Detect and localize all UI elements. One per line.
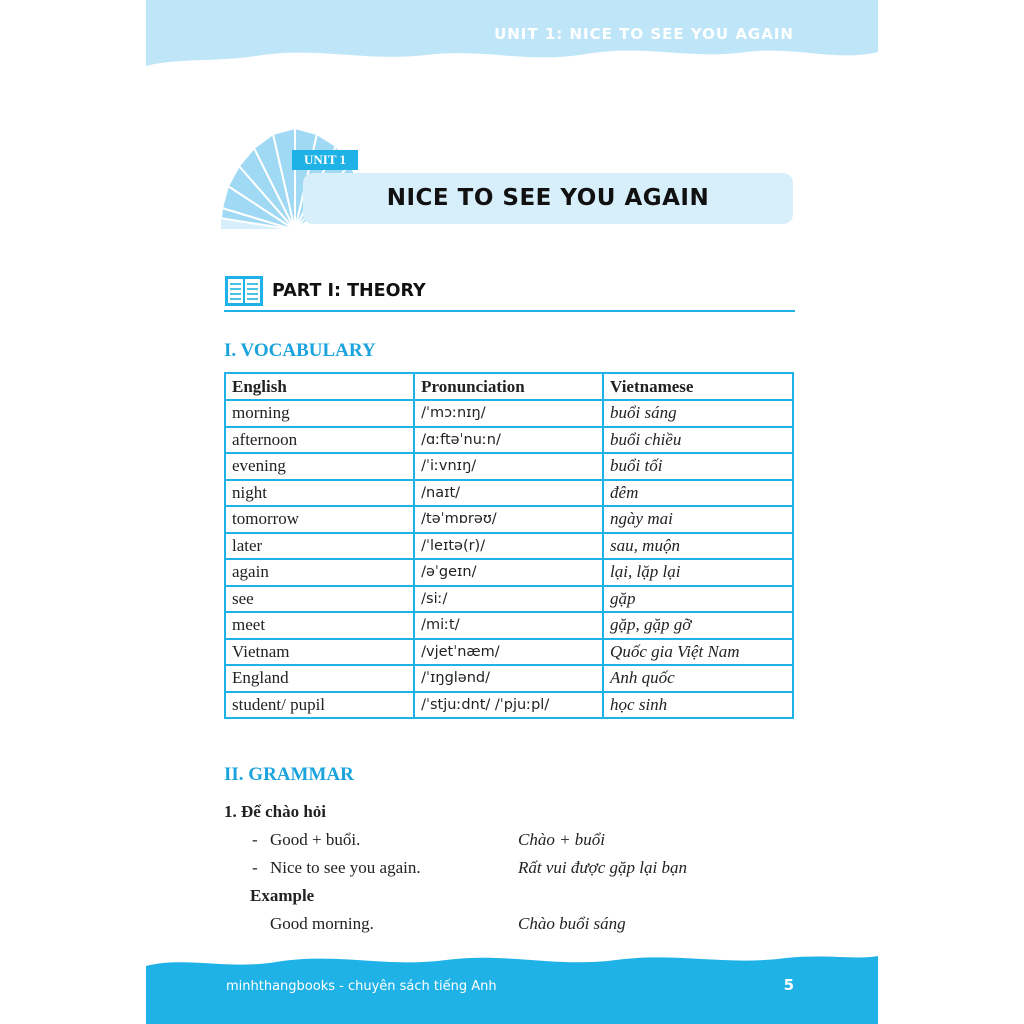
pronunciation-cell: /naɪt/ — [414, 480, 603, 507]
table-row — [225, 586, 793, 613]
pronunciation-cell: /vjetˈnæm/ — [414, 639, 603, 666]
pronunciation-cell: /ˈleɪtə(r)/ — [414, 533, 603, 560]
column-header-english: English — [225, 373, 414, 400]
pronunciation-cell: /ˈstjuːdnt/ /ˈpjuːpl/ — [414, 692, 603, 719]
pronunciation-cell: /əˈgeɪn/ — [414, 559, 603, 586]
running-header: UNIT 1: NICE TO SEE YOU AGAIN — [494, 25, 794, 43]
grammar-vietnamese: Rất vui được gặp lại bạn — [518, 858, 687, 877]
vietnamese-cell: lại, lặp lại — [603, 559, 793, 586]
example-vietnamese: Chào buổi sáng — [518, 914, 626, 933]
publisher-footer: minhthangbooks - chuyên sách tiếng Anh — [226, 979, 497, 994]
example-row — [224, 914, 794, 938]
table-row — [225, 612, 793, 639]
example-label: Example — [250, 886, 315, 905]
english-cell: afternoon — [225, 427, 414, 454]
part-heading — [224, 272, 795, 312]
pronunciation-cell: /ˈmɔːnɪŋ/ — [414, 400, 603, 427]
vietnamese-cell: học sinh — [603, 692, 793, 719]
grammar-english: Good + buổi. — [270, 830, 361, 849]
table-header-row — [225, 373, 793, 400]
english-cell: night — [225, 480, 414, 507]
vietnamese-cell: buổi tối — [603, 453, 793, 480]
vietnamese-cell: Quốc gia Việt Nam — [603, 639, 793, 666]
table-row — [225, 453, 793, 480]
part-title: PART I: THEORY — [272, 281, 426, 301]
english-cell: later — [225, 533, 414, 560]
grammar-heading: II. GRAMMAR — [224, 764, 354, 785]
vocabulary-heading: I. VOCABULARY — [224, 340, 376, 361]
table-row — [225, 533, 793, 560]
english-cell: meet — [225, 612, 414, 639]
table-row — [225, 639, 793, 666]
table-row — [225, 427, 793, 454]
vietnamese-cell: sau, muộn — [603, 533, 793, 560]
grammar-item — [224, 830, 794, 854]
vietnamese-cell: buổi sáng — [603, 400, 793, 427]
pronunciation-cell: /ˈɪŋglənd/ — [414, 665, 603, 692]
pronunciation-cell: /miːt/ — [414, 612, 603, 639]
vocabulary-table — [224, 372, 794, 719]
grammar-item — [224, 858, 794, 882]
pronunciation-cell: /siː/ — [414, 586, 603, 613]
english-cell: see — [225, 586, 414, 613]
unit-tag: UNIT 1 — [292, 150, 358, 170]
vietnamese-cell: gặp — [603, 586, 793, 613]
table-row — [225, 692, 793, 719]
column-header-vietnamese: Vietnamese — [603, 373, 793, 400]
grammar-vietnamese: Chào + buổi — [518, 830, 606, 849]
example-english: Good morning. — [270, 914, 374, 933]
english-cell: tomorrow — [225, 506, 414, 533]
pronunciation-cell: /ɑːftəˈnuːn/ — [414, 427, 603, 454]
vietnamese-cell: buổi chiều — [603, 427, 793, 454]
vietnamese-cell: đêm — [603, 480, 793, 507]
english-cell: England — [225, 665, 414, 692]
unit-title: NICE TO SEE YOU AGAIN — [386, 185, 710, 211]
grammar-english: Nice to see you again. — [270, 858, 421, 877]
vietnamese-cell: ngày mai — [603, 506, 793, 533]
table-row — [225, 559, 793, 586]
table-row — [225, 665, 793, 692]
page-number: 5 — [783, 976, 794, 994]
bullet-dash: - — [252, 830, 258, 849]
table-row — [225, 400, 793, 427]
table-row — [225, 480, 793, 507]
book-page — [146, 0, 878, 1024]
vietnamese-cell: gặp, gặp gỡ — [603, 612, 793, 639]
example-label-row — [224, 886, 794, 910]
column-header-pronunciation: Pronunciation — [414, 373, 603, 400]
english-cell: morning — [225, 400, 414, 427]
open-book-icon — [224, 274, 264, 308]
english-cell: student/ pupil — [225, 692, 414, 719]
pronunciation-cell: /təˈmɒrəʊ/ — [414, 506, 603, 533]
english-cell: again — [225, 559, 414, 586]
english-cell: Vietnam — [225, 639, 414, 666]
english-cell: evening — [225, 453, 414, 480]
bullet-dash: - — [252, 858, 258, 877]
grammar-subheading: 1. Để chào hỏi — [224, 802, 326, 821]
pronunciation-cell: /ˈiːvnɪŋ/ — [414, 453, 603, 480]
vietnamese-cell: Anh quốc — [603, 665, 793, 692]
table-row — [225, 506, 793, 533]
